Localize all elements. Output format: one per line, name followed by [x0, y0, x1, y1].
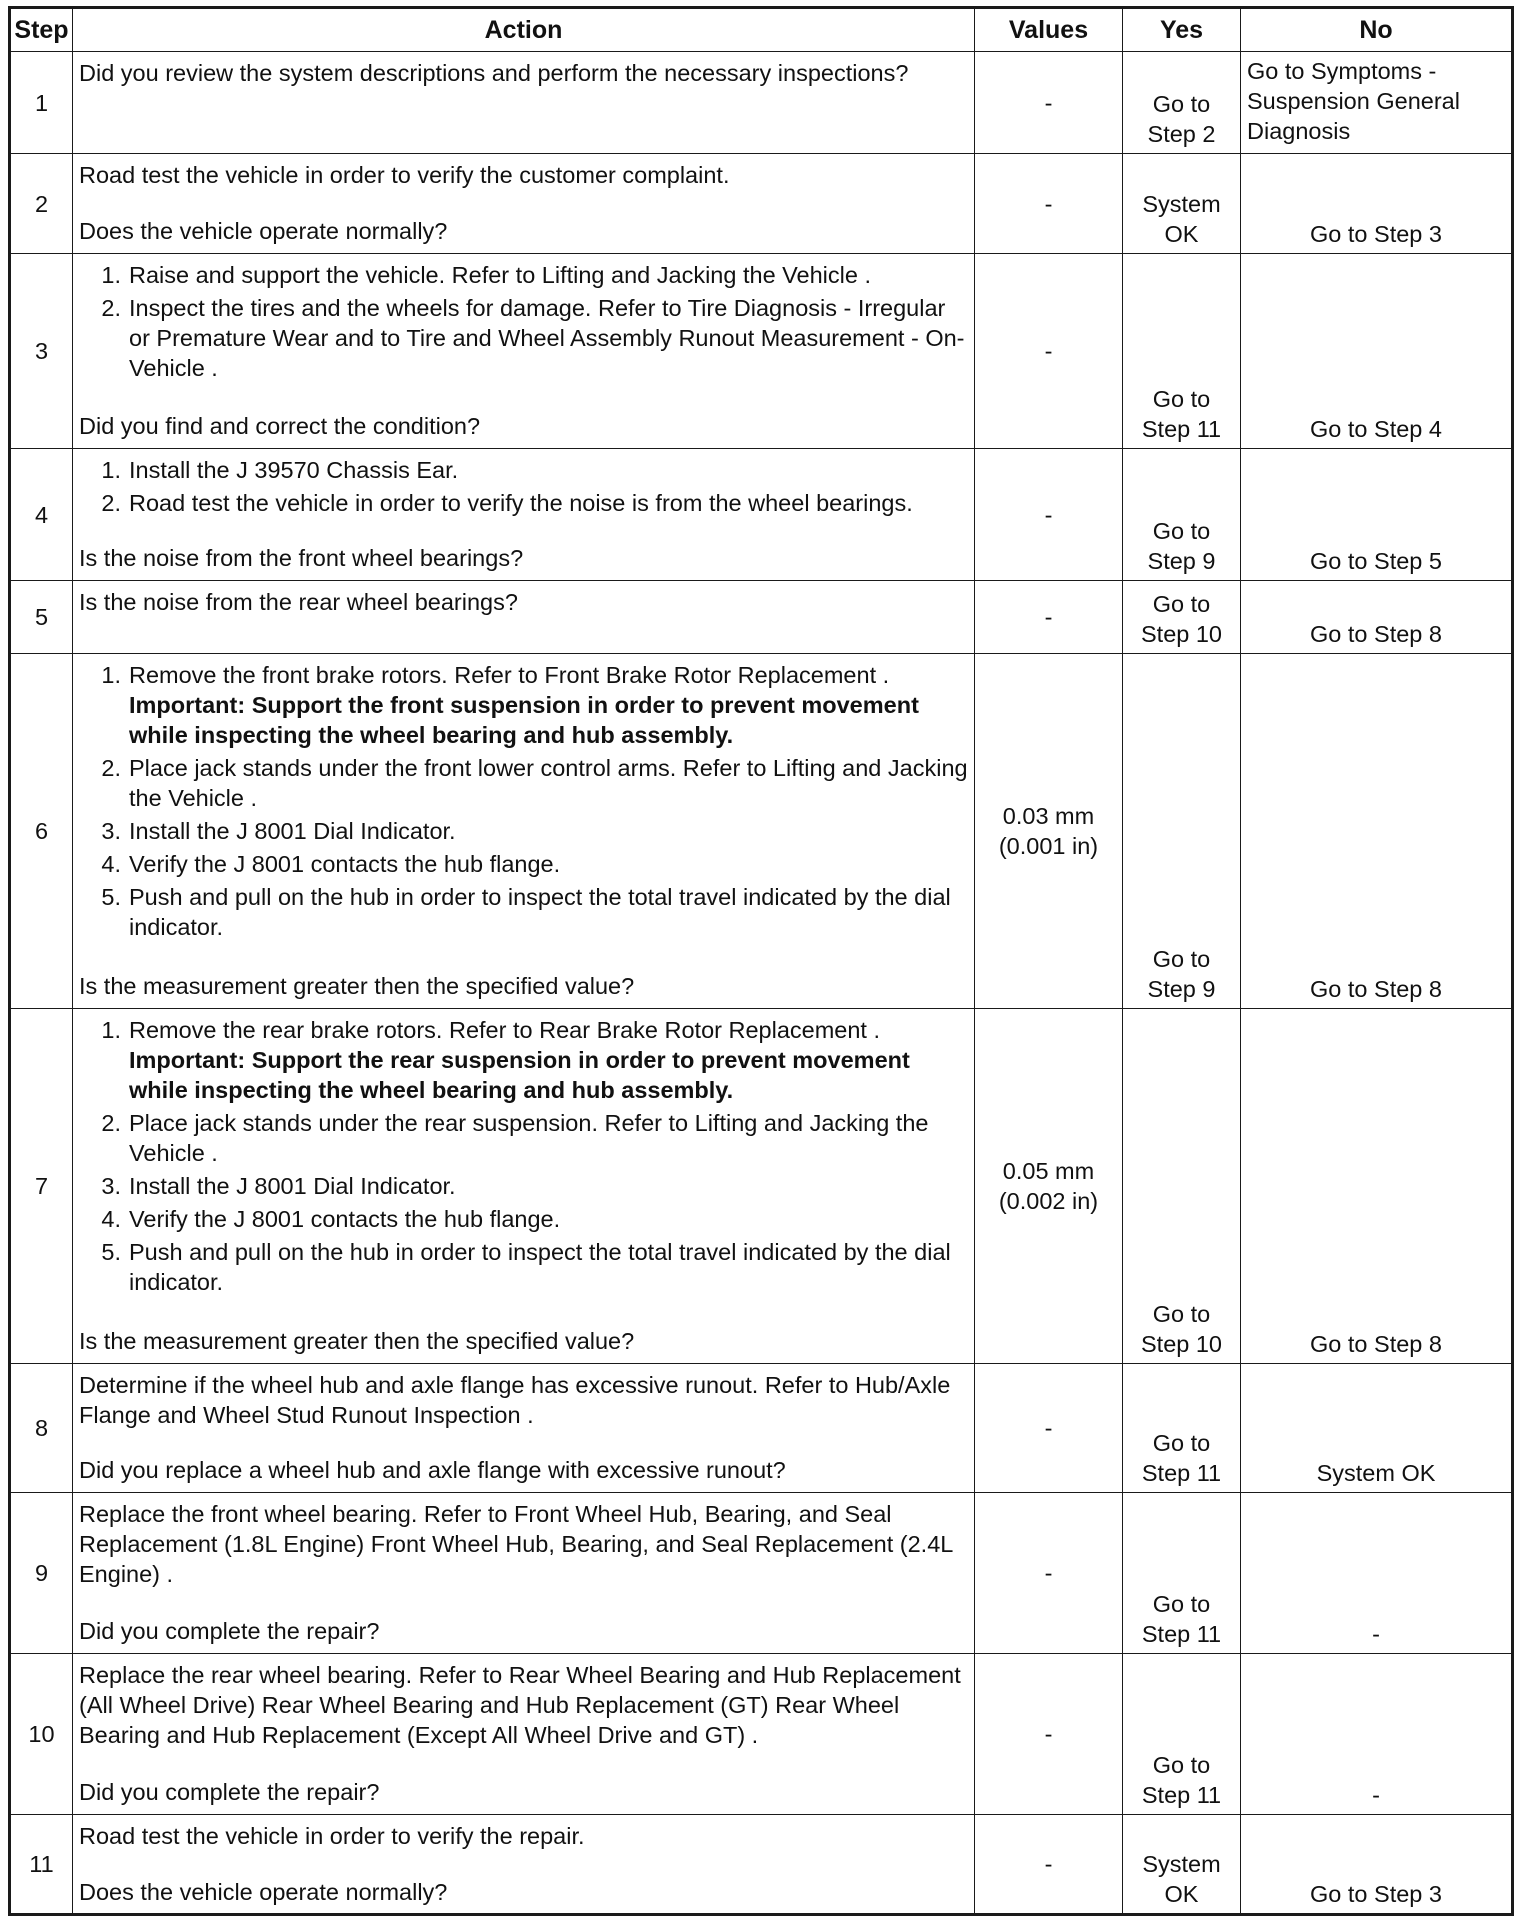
substep-number: 5. — [101, 1239, 121, 1265]
substep-item — [79, 1204, 968, 1234]
substep-text: Inspect the tires and the wheels for damage. Refer to Tire Diagnosis - Irregular or Premature Wear and to Tire and Wheel Assembly Runout Measurement - On-Vehicle . — [129, 295, 965, 381]
substep-number: 2. — [101, 755, 121, 781]
important-note: Important: Support the front suspension in order to prevent movement while inspecting the wheel bearing and hub assembly. — [129, 692, 919, 748]
substep-text: Place jack stands under the front lower control arms. Refer to Lifting and Jacking the Vehicle . — [129, 755, 968, 811]
important-note: Important: Support the rear suspension in order to prevent movement while inspecting the wheel bearing and hub assembly. — [129, 1047, 910, 1103]
table-row — [10, 1493, 1513, 1654]
step-number: 7 — [10, 1009, 73, 1364]
yes-cell: Go to Step 11 — [1123, 1493, 1241, 1654]
substep-item — [79, 1171, 968, 1201]
substep-item — [79, 1108, 968, 1168]
action-cell — [73, 254, 975, 449]
no-cell: Go to Step 8 — [1241, 581, 1513, 654]
action-question: Did you replace a wheel hub and axle flange with excessive runout? — [79, 1457, 786, 1483]
substep-list — [79, 455, 968, 518]
substep-number: 2. — [101, 1110, 121, 1136]
substep-text: Remove the rear brake rotors. Refer to Rear Brake Rotor Replacement . — [129, 1017, 881, 1043]
substep-number: 3. — [101, 818, 121, 844]
no-cell: Go to Step 8 — [1241, 654, 1513, 1009]
substep-list — [79, 260, 968, 383]
action-text: Road test the vehicle in order to verify the customer complaint. — [79, 162, 730, 188]
substep-text: Road test the vehicle in order to verify the noise is from the wheel bearings. — [129, 490, 913, 516]
table-row — [10, 581, 1513, 654]
action-question: Is the noise from the front wheel bearings? — [79, 545, 524, 571]
action-cell — [73, 1493, 975, 1654]
action-question: Does the vehicle operate normally? — [79, 218, 448, 244]
action-cell — [73, 1009, 975, 1364]
yes-cell: Go to Step 11 — [1123, 254, 1241, 449]
values-cell: 0.05 mm (0.002 in) — [975, 1009, 1123, 1364]
yes-cell: Go to Step 9 — [1123, 449, 1241, 581]
no-cell: Go to Symptoms - Suspension General Diagnosis — [1241, 52, 1513, 154]
action-cell — [73, 154, 975, 254]
action-text: Road test the vehicle in order to verify the repair. — [79, 1823, 585, 1849]
table-row — [10, 1364, 1513, 1493]
values-cell: - — [975, 449, 1123, 581]
no-cell: System OK — [1241, 1364, 1513, 1493]
values-cell: - — [975, 581, 1123, 654]
yes-cell: Go to Step 11 — [1123, 1654, 1241, 1815]
action-question: Did you complete the repair? — [79, 1618, 380, 1644]
no-cell: - — [1241, 1493, 1513, 1654]
table-row — [10, 52, 1513, 154]
yes-cell: System OK — [1123, 154, 1241, 254]
substep-item — [79, 660, 968, 750]
no-cell: Go to Step 5 — [1241, 449, 1513, 581]
action-cell — [73, 449, 975, 581]
table-row — [10, 1009, 1513, 1364]
substep-text: Install the J 8001 Dial Indicator. — [129, 818, 456, 844]
action-text: Did you review the system descriptions and perform the necessary inspections? — [79, 60, 909, 86]
substep-number: 3. — [101, 1173, 121, 1199]
substep-number: 2. — [101, 490, 121, 516]
step-number: 10 — [10, 1654, 73, 1815]
substep-item — [79, 816, 968, 846]
table-row — [10, 654, 1513, 1009]
substep-item — [79, 455, 968, 485]
substep-text: Install the J 8001 Dial Indicator. — [129, 1173, 456, 1199]
yes-cell: Go to Step 10 — [1123, 581, 1241, 654]
substep-list — [79, 1015, 968, 1297]
substep-item — [79, 293, 968, 383]
substep-list — [79, 660, 968, 942]
step-number: 1 — [10, 52, 73, 154]
step-number: 5 — [10, 581, 73, 654]
yes-cell: Go to Step 10 — [1123, 1009, 1241, 1364]
substep-text: Raise and support the vehicle. Refer to Lifting and Jacking the Vehicle . — [129, 262, 872, 288]
header-values: Values — [975, 8, 1123, 52]
step-number: 2 — [10, 154, 73, 254]
action-question: Is the measurement greater then the specified value? — [79, 973, 635, 999]
step-number: 6 — [10, 654, 73, 1009]
action-question: Did you complete the repair? — [79, 1779, 380, 1805]
substep-text: Verify the J 8001 contacts the hub flange. — [129, 1206, 561, 1232]
substep-text: Place jack stands under the rear suspension. Refer to Lifting and Jacking the Vehicle . — [129, 1110, 929, 1166]
values-cell: 0.03 mm (0.001 in) — [975, 654, 1123, 1009]
action-cell — [73, 1364, 975, 1493]
yes-cell: Go to Step 11 — [1123, 1364, 1241, 1493]
no-cell: Go to Step 4 — [1241, 254, 1513, 449]
substep-item — [79, 1237, 968, 1297]
substep-number: 1. — [101, 1017, 121, 1043]
table-row — [10, 1815, 1513, 1915]
action-text: Is the noise from the rear wheel bearings? — [79, 589, 518, 615]
substep-text: Push and pull on the hub in order to inspect the total travel indicated by the dial indicator. — [129, 1239, 951, 1295]
action-question: Did you find and correct the condition? — [79, 413, 481, 439]
substep-text: Verify the J 8001 contacts the hub flange. — [129, 851, 561, 877]
values-cell: - — [975, 254, 1123, 449]
substep-text: Install the J 39570 Chassis Ear. — [129, 457, 459, 483]
no-cell: Go to Step 8 — [1241, 1009, 1513, 1364]
no-cell: Go to Step 3 — [1241, 154, 1513, 254]
header-action: Action — [73, 8, 975, 52]
values-cell: - — [975, 1654, 1123, 1815]
substep-item — [79, 882, 968, 942]
step-number: 3 — [10, 254, 73, 449]
action-question: Is the measurement greater then the specified value? — [79, 1328, 635, 1354]
substep-number: 1. — [101, 262, 121, 288]
action-text: Determine if the wheel hub and axle flange has excessive runout. Refer to Hub/Axle Flange and Wheel Stud Runout Inspection . — [79, 1372, 951, 1428]
substep-item — [79, 849, 968, 879]
step-number: 9 — [10, 1493, 73, 1654]
action-cell — [73, 1654, 975, 1815]
substep-number: 2. — [101, 295, 121, 321]
substep-item — [79, 753, 968, 813]
table-row — [10, 449, 1513, 581]
substep-number: 4. — [101, 1206, 121, 1232]
header-row — [10, 8, 1513, 52]
step-number: 4 — [10, 449, 73, 581]
substep-number: 1. — [101, 457, 121, 483]
diagnostic-table — [8, 6, 1514, 1916]
substep-text: Remove the front brake rotors. Refer to Front Brake Rotor Replacement . — [129, 662, 890, 688]
values-cell: - — [975, 1815, 1123, 1915]
action-cell — [73, 581, 975, 654]
substep-item — [79, 260, 968, 290]
header-yes: Yes — [1123, 8, 1241, 52]
action-text: Replace the front wheel bearing. Refer to Front Wheel Hub, Bearing, and Seal Replacement (1.8L Engine) Front Wheel Hub, Bearing, and Seal Replacement (2.4L Engine) . — [79, 1501, 953, 1587]
step-number: 8 — [10, 1364, 73, 1493]
action-cell — [73, 52, 975, 154]
header-step: Step — [10, 8, 73, 52]
substep-item — [79, 488, 968, 518]
yes-cell: Go to Step 9 — [1123, 654, 1241, 1009]
action-text: Replace the rear wheel bearing. Refer to Rear Wheel Bearing and Hub Replacement (All Wheel Drive) Rear Wheel Bearing and Hub Replacement (GT) Rear Wheel Bearing and Hub Replacement (Except All Wheel Drive and GT) . — [79, 1662, 961, 1748]
yes-cell: Go to Step 2 — [1123, 52, 1241, 154]
action-question: Does the vehicle operate normally? — [79, 1879, 448, 1905]
table-row — [10, 1654, 1513, 1815]
substep-number: 4. — [101, 851, 121, 877]
substep-text: Push and pull on the hub in order to inspect the total travel indicated by the dial indicator. — [129, 884, 951, 940]
substep-number: 1. — [101, 662, 121, 688]
table-row — [10, 154, 1513, 254]
action-cell — [73, 654, 975, 1009]
table-row — [10, 254, 1513, 449]
no-cell: Go to Step 3 — [1241, 1815, 1513, 1915]
header-no: No — [1241, 8, 1513, 52]
no-cell: - — [1241, 1654, 1513, 1815]
substep-number: 5. — [101, 884, 121, 910]
step-number: 11 — [10, 1815, 73, 1915]
values-cell: - — [975, 52, 1123, 154]
yes-cell: System OK — [1123, 1815, 1241, 1915]
values-cell: - — [975, 1364, 1123, 1493]
action-cell — [73, 1815, 975, 1915]
values-cell: - — [975, 154, 1123, 254]
values-cell: - — [975, 1493, 1123, 1654]
substep-item — [79, 1015, 968, 1105]
table-body — [10, 52, 1513, 1915]
